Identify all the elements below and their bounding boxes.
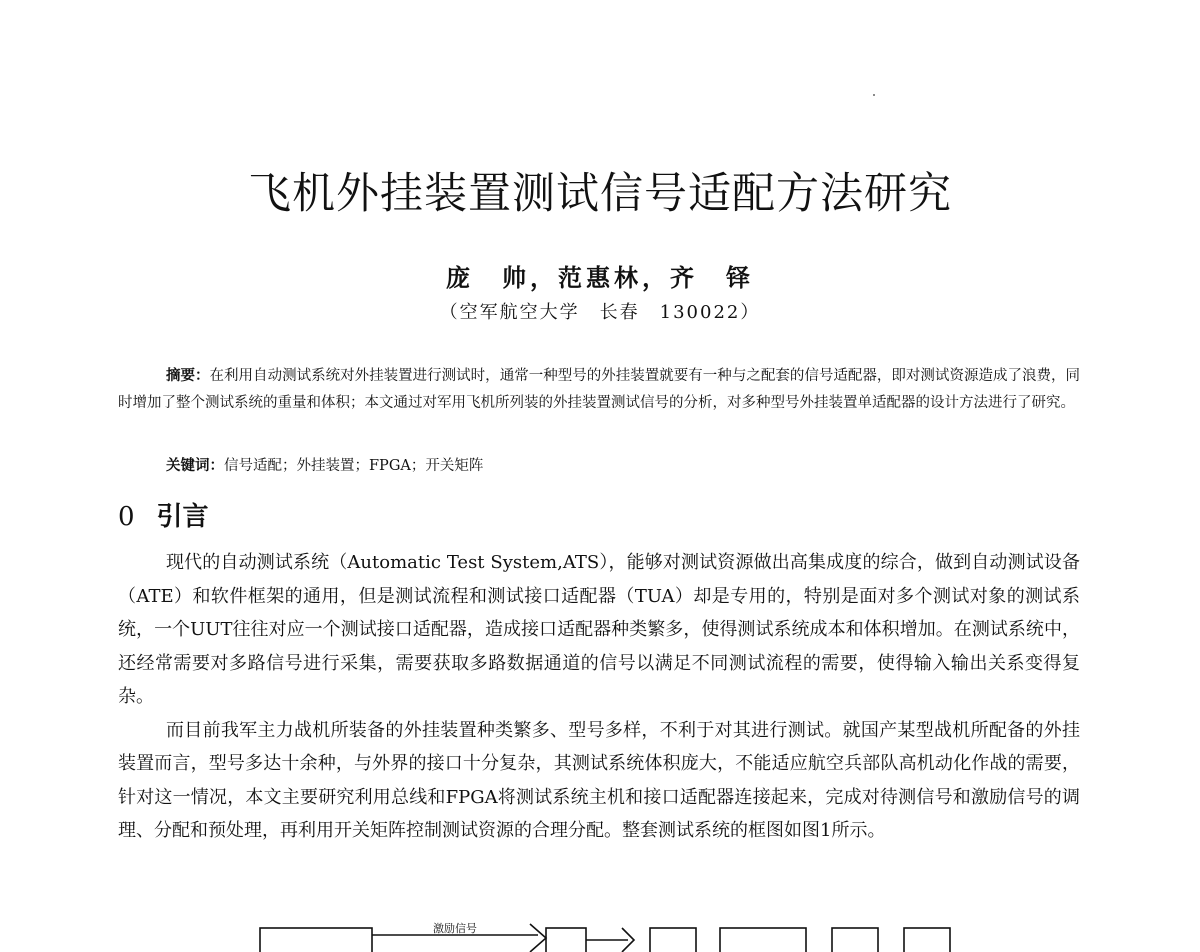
keywords-label: 关键词： [166,457,224,474]
abstract-label: 摘要： [166,367,210,384]
author-affiliation: （空军航空大学 长春 130022） [439,302,761,323]
diagram-block [832,928,878,952]
diagram-block [260,928,372,952]
section-heading [118,496,209,533]
keywords [166,452,1066,480]
author-list: 庞 帅，范惠林，齐 铎 [446,263,754,292]
paper-title: 飞机外挂装置测试信号适配方法研究 [248,169,952,219]
body-text [118,546,1080,848]
scan-speck [873,94,875,96]
section-number: 0 [118,502,135,532]
arrow-label-excitation-signal: 激励信号 [433,922,477,935]
block-diagram-svg [0,918,1200,952]
keywords-text: 信号适配；外挂装置；FPGA；开关矩阵 [224,458,484,474]
paragraph: 现代的自动测试系统（Automatic Test System,ATS），能够对测试资源做出高集成度的综合，做到自动测试设备（ATE）和软件框架的通用，但是测试流程和测试接口适配器（TUA）却是专用的，特别是面对多个测试对象的测试系统，一个UUT往往对应一个测试接口适配器，造成接口适配器种类繁多，使得测试系统成本和体积增加。在测试系统中，还经常需要对多路信号进行采集，需要获取多路数据通道的信号以满足不同测试流程的需要，使得输入输出关系变得复杂。 [118,552,1080,707]
figure-1-block-diagram [0,918,1200,952]
abstract-text: 在利用自动测试系统对外挂装置进行测试时，通常一种型号的外挂装置就要有一种与之配套的信号适配器，即对测试资源造成了浪费，同时增加了整个测试系统的重量和体积；本文通过对军用飞机所列装的外挂装置测试信号的分析，对多种型号外挂装置单适配器的设计方法进行了研究。 [118,368,1081,411]
section-title: 引言 [156,502,209,532]
diagram-block [904,928,950,952]
diagram-block [720,928,806,952]
abstract [118,362,1080,417]
diagram-block [650,928,696,952]
diagram-block [546,928,586,952]
diagram-arrow-head [530,924,546,952]
paragraph: 而目前我军主力战机所装备的外挂装置种类繁多、型号多样，不利于对其进行测试。就国产某型战机所配备的外挂装置而言，型号多达十余种，与外界的接口十分复杂，其测试系统体积庞大，不能适应航空兵部队高机动化作战的需要，针对这一情况，本文主要研究利用总线和FPGA将测试系统主机和接口适配器连接起来，完成对待测信号和激励信号的调理、分配和预处理，再利用开关矩阵控制测试资源的合理分配。整套测试系统的框图如图1所示。 [118,719,1080,841]
